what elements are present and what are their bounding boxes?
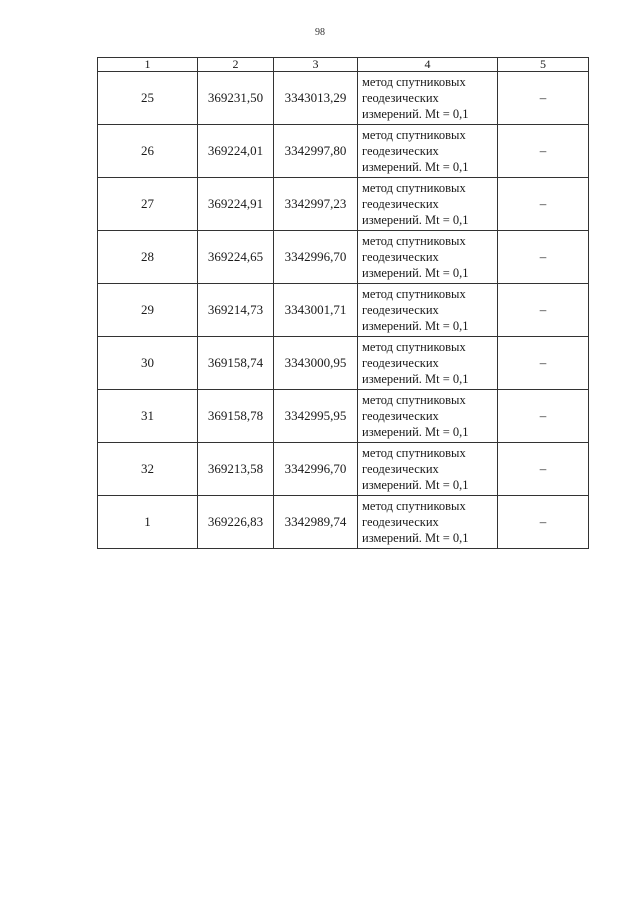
x-coordinate-cell: 369158,78 (198, 390, 274, 443)
column-header-5: 5 (498, 58, 589, 72)
table-row (98, 284, 589, 337)
method-text-line: метод спутниковых (362, 446, 466, 460)
point-number-cell: 1 (98, 496, 198, 549)
table-header-row (98, 58, 589, 72)
x-coordinate-cell: 369158,74 (198, 337, 274, 390)
point-number-cell: 25 (98, 72, 198, 125)
x-coordinate-cell: 369224,65 (198, 231, 274, 284)
point-number-cell: 32 (98, 443, 198, 496)
method-text-line: геодезических (362, 409, 439, 423)
table-row (98, 496, 589, 549)
table-row (98, 390, 589, 443)
column-header-3: 3 (274, 58, 358, 72)
table-row (98, 125, 589, 178)
column-5-cell: – (498, 72, 589, 125)
page-number: 98 (315, 27, 325, 38)
method-text-line: метод спутниковых (362, 499, 466, 513)
method-text-line: геодезических (362, 303, 439, 317)
method-text-line: метод спутниковых (362, 393, 466, 407)
column-5-cell: – (498, 125, 589, 178)
method-cell (358, 72, 498, 125)
column-5-cell: – (498, 337, 589, 390)
column-5-cell: – (498, 178, 589, 231)
method-text-line: метод спутниковых (362, 234, 466, 248)
column-5-cell: – (498, 231, 589, 284)
y-coordinate-cell: 3342996,70 (274, 443, 358, 496)
method-text-line: геодезических (362, 197, 439, 211)
column-5-cell: – (498, 390, 589, 443)
y-coordinate-cell: 3342996,70 (274, 231, 358, 284)
table-row (98, 178, 589, 231)
method-cell (358, 231, 498, 284)
method-text-line: измерений. Mt = 0,1 (362, 160, 469, 174)
y-coordinate-cell: 3342995,95 (274, 390, 358, 443)
point-number-cell: 31 (98, 390, 198, 443)
x-coordinate-cell: 369213,58 (198, 443, 274, 496)
point-number-cell: 30 (98, 337, 198, 390)
point-number-cell: 29 (98, 284, 198, 337)
method-text-line: геодезических (362, 144, 439, 158)
method-text-line: геодезических (362, 515, 439, 529)
method-text-line: измерений. Mt = 0,1 (362, 531, 469, 545)
method-text-line: измерений. Mt = 0,1 (362, 425, 469, 439)
method-cell (358, 390, 498, 443)
method-text-line: метод спутниковых (362, 75, 466, 89)
method-text-line: геодезических (362, 250, 439, 264)
method-text-line: измерений. Mt = 0,1 (362, 372, 469, 386)
method-text-line: измерений. Mt = 0,1 (362, 266, 469, 280)
column-5-cell: – (498, 443, 589, 496)
y-coordinate-cell: 3342989,74 (274, 496, 358, 549)
point-number-cell: 28 (98, 231, 198, 284)
method-text-line: измерений. Mt = 0,1 (362, 478, 469, 492)
column-5-cell: – (498, 284, 589, 337)
method-text-line: измерений. Mt = 0,1 (362, 319, 469, 333)
method-cell (358, 496, 498, 549)
method-text-line: геодезических (362, 91, 439, 105)
x-coordinate-cell: 369224,91 (198, 178, 274, 231)
point-number-cell: 26 (98, 125, 198, 178)
column-header-4: 4 (358, 58, 498, 72)
method-text-line: метод спутниковых (362, 340, 466, 354)
table-body (98, 72, 589, 549)
column-5-cell: – (498, 496, 589, 549)
x-coordinate-cell: 369224,01 (198, 125, 274, 178)
table-row (98, 337, 589, 390)
point-number-cell: 27 (98, 178, 198, 231)
y-coordinate-cell: 3343000,95 (274, 337, 358, 390)
coordinates-table (97, 57, 589, 549)
table-row (98, 231, 589, 284)
method-text-line: метод спутниковых (362, 181, 466, 195)
method-text-line: геодезических (362, 356, 439, 370)
method-cell (358, 337, 498, 390)
method-text-line: измерений. Mt = 0,1 (362, 213, 469, 227)
method-cell (358, 443, 498, 496)
column-header-2: 2 (198, 58, 274, 72)
method-cell (358, 284, 498, 337)
x-coordinate-cell: 369214,73 (198, 284, 274, 337)
table-row (98, 443, 589, 496)
method-text-line: метод спутниковых (362, 287, 466, 301)
table-row (98, 72, 589, 125)
y-coordinate-cell: 3343001,71 (274, 284, 358, 337)
x-coordinate-cell: 369231,50 (198, 72, 274, 125)
y-coordinate-cell: 3342997,23 (274, 178, 358, 231)
y-coordinate-cell: 3342997,80 (274, 125, 358, 178)
x-coordinate-cell: 369226,83 (198, 496, 274, 549)
method-text-line: метод спутниковых (362, 128, 466, 142)
method-text-line: измерений. Mt = 0,1 (362, 107, 469, 121)
method-text-line: геодезических (362, 462, 439, 476)
method-cell (358, 178, 498, 231)
column-header-1: 1 (98, 58, 198, 72)
method-cell (358, 125, 498, 178)
y-coordinate-cell: 3343013,29 (274, 72, 358, 125)
